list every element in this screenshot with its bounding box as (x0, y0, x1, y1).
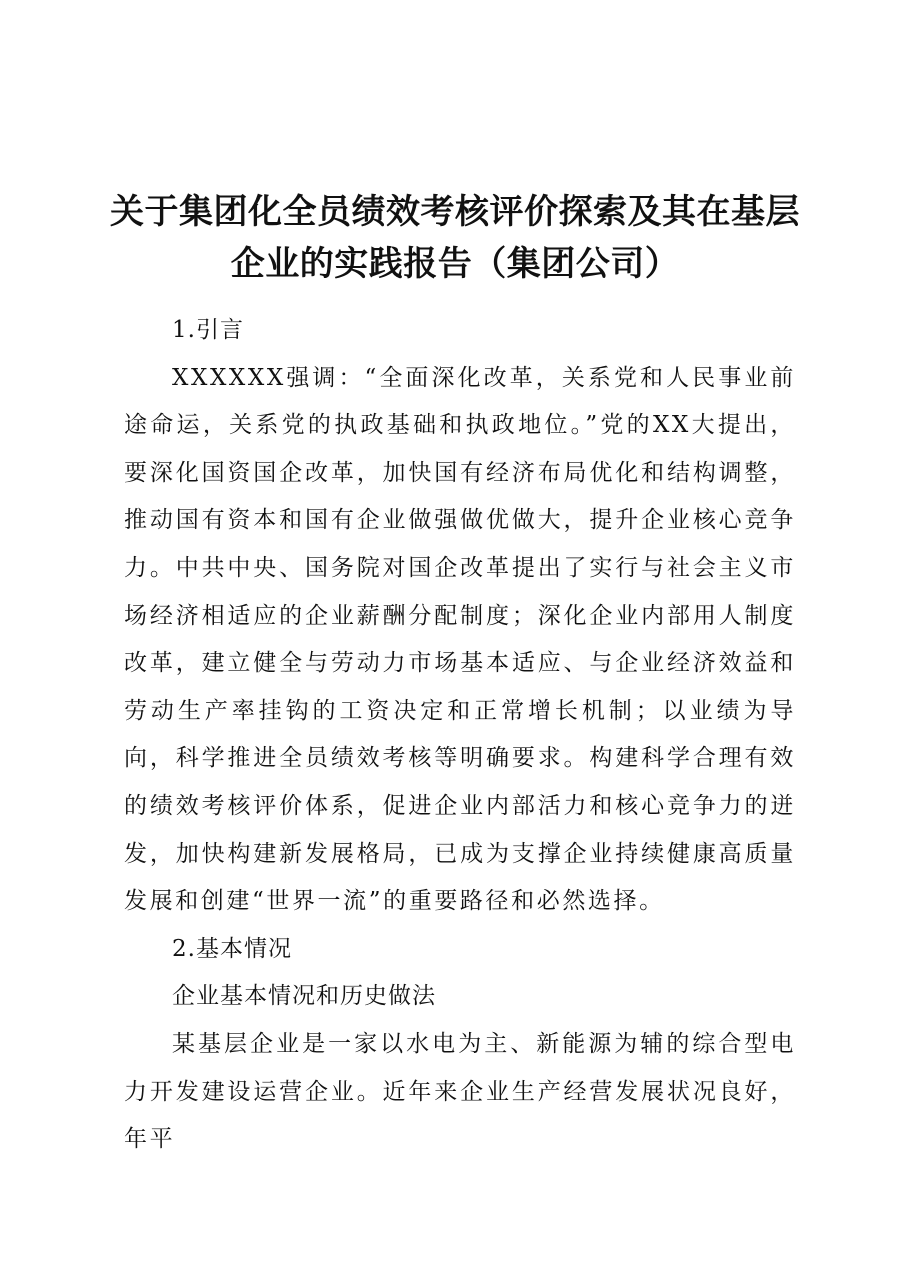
document-body (124, 307, 796, 1164)
title-line-1: 关于集团化全员绩效考核评价探索及其在基层 (110, 192, 800, 232)
section-2-paragraph: 某基层企业是一家以水电为主、新能源为辅的综合型电力开发建设运营企业。近年来企业生产经营发展状况良好，年平 (124, 1030, 796, 1153)
section-1-heading: 1.引言 (172, 317, 244, 343)
section-2-subheading: 企业基本情况和历史做法 (172, 983, 436, 1010)
document-title (110, 186, 800, 290)
section-1-paragraph: XXXXXX强调：“全面深化改革，关系党和人民事业前途命运，关系党的执政基础和执政地位。”党的XX大提出，要深化国资国企改革，加快国有经济布局优化和结构调整，推动国有资本和国有企业做强做优做大，提升企业核心竞争力。中共中央、国务院对国企改革提出了实行与社会主义市场经济相适应的企业薪酬分配制度；深化企业内部用人制度改革，建立健全与劳动力市场基本适应、与企业经济效益和劳动生产率挂钩的工资决定和正常增长机制；以业绩为导向，科学推进全员绩效考核等明确要求。构建科学合理有效的绩效考核评价体系，促进企业内部活力和核心竞争力的迸发，加快构建新发展格局，已成为支撑企业持续健康高质量发展和创建“世界一流”的重要路径和必然选择。 (124, 364, 796, 915)
section-2-heading: 2.基本情况 (172, 935, 292, 962)
title-line-2: 企业的实践报告（集团公司） (230, 244, 680, 284)
